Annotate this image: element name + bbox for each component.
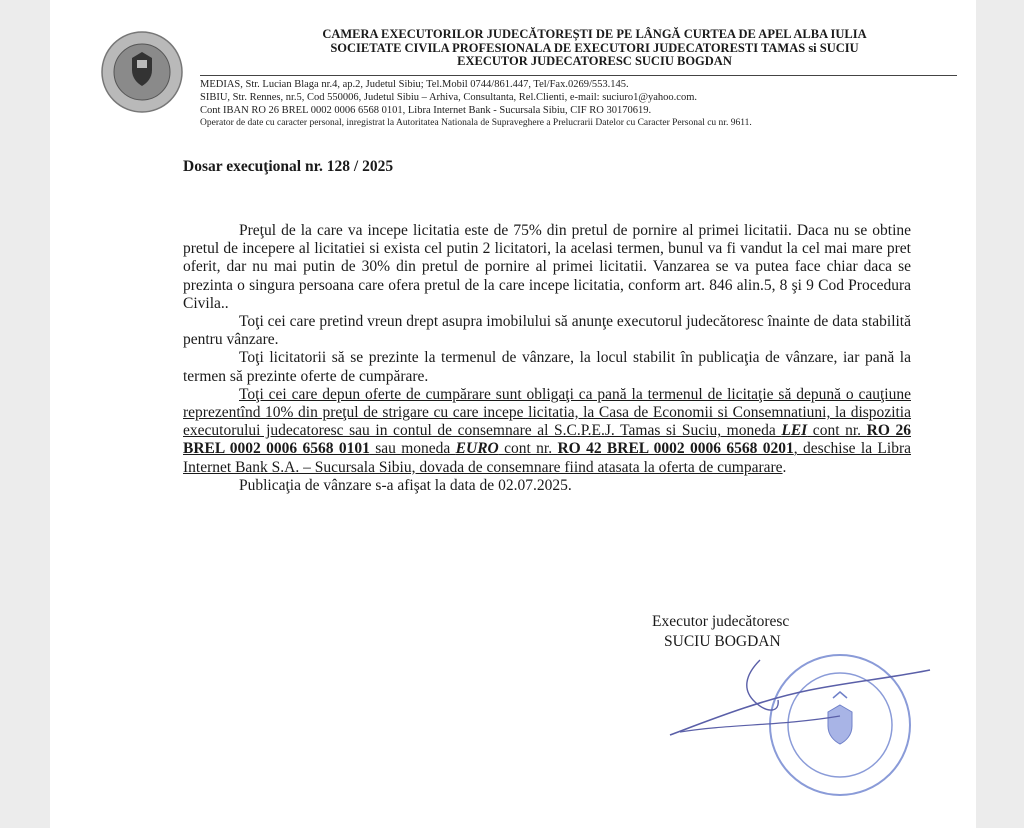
paragraph-3: Toţi licitatorii să se prezinte la termenul de vânzare, la locul stabilit în publicaţia de vânzare, iar pană la termen să prezinte oferte de cumpărare.	[183, 349, 911, 385]
contact-block	[200, 78, 752, 130]
handwritten-signature	[650, 640, 940, 750]
paragraph-1: Preţul de la care va incepe licitatia este de 75% din pretul de pornire al primei licitatii. Daca nu se obtine pretul de incepere al licitatiei si exista cel putin 2 licitatori, la acelasi termen, bunul va fi vandut la cel mai mare pret oferit, dar nu mai putin de 30% din pretul de pornire al primei licitatii. Vanzarea se va putea face chiar daca se prezinta o singura persoana care ofera pretul de la care incepe licitatia, conform art. 846 alin.5, 8 şi 9 Cod Procedura Civila..	[183, 222, 911, 312]
paragraph-2: Toţi cei care pretind vreun drept asupra imobilului să anunţe executorul judecătoresc înainte de data stabilită pentru vânzare.	[183, 313, 911, 349]
account-euro: RO 42 BREL 0002 0006 6568 0201	[557, 440, 794, 458]
currency-euro: EURO	[455, 440, 499, 458]
file-number: Dosar execuţional nr. 128 / 2025	[183, 158, 394, 175]
header-line-2: SOCIETATE CIVILA PROFESIONALA DE EXECUTORI JUDECATORESTI TAMAS si SUCIU	[330, 40, 859, 55]
signature-name: SUCIU BOGDAN	[664, 633, 781, 650]
p4-text-a: Toţi cei care depun oferte de cumpărare sunt obligaţi ca pană la termenul de licitaţie să depună o cauţiune reprezentînd 10% din preţul de strigare cu care incepe licitatia, la Casa de Economii si Consemnatiuni, la dispozitia executorului judecatoresc sau in contul de consemnare al S.C.P.E.J. Tamas si Suciu, moneda	[183, 385, 911, 440]
document-body	[183, 222, 911, 495]
paragraph-4	[183, 386, 911, 477]
header-line-3: EXECUTOR JUDECATORESC SUCIU BOGDAN	[457, 54, 732, 68]
header-divider	[200, 75, 957, 76]
header-line-1: CAMERA EXECUTORILOR JUDECĂTOREȘTI DE PE LÂNGĂ CURTEA DE APEL ALBA IULIA	[322, 27, 867, 41]
p4-text-b: cont nr.	[807, 422, 867, 440]
p4-text-e: , deschise la Libra Internet Bank S.A. – Sucursala Sibiu, dovada de consemnare fiind atasata la oferta de cumparare	[183, 440, 911, 476]
p4-text-f: .	[782, 458, 787, 476]
contact-line-2: SIBIU, Str. Rennes, nr.5, Cod 550006, Judetul Sibiu – Arhiva, Consultanta, Rel.Clienti, e-mail: suciuro1@yahoo.com.	[200, 92, 698, 103]
account-lei: RO 26 BREL 0002 0006 6568 0101	[183, 422, 911, 458]
p4-text-d: cont nr.	[498, 440, 558, 458]
contact-line-4: Operator de date cu caracter personal, inregistrat la Autoritatea Nationala de Supraveghere a Prelucrarii Datelor cu Caracter Personal cu nr. 9611.	[200, 118, 752, 128]
currency-lei: LEI	[781, 422, 808, 440]
contact-line-1: MEDIAS, Str. Lucian Blaga nr.4, ap.2, Judetul Sibiu; Tel.Mobil 0744/861.447, Tel/Fax.0269/553.145.	[200, 79, 629, 90]
signature-title: Executor judecătoresc	[652, 613, 790, 630]
letterhead	[0, 28, 1024, 69]
paragraph-5: Publicaţia de vânzare s-a afişat la data de 02.07.2025.	[239, 476, 572, 494]
contact-line-3: Cont IBAN RO 26 BREL 0002 0006 6568 0101, Libra Internet Bank - Sucursala Sibiu, CIF RO 30170619.	[200, 105, 652, 116]
p4-text-c: sau moneda	[369, 440, 456, 458]
